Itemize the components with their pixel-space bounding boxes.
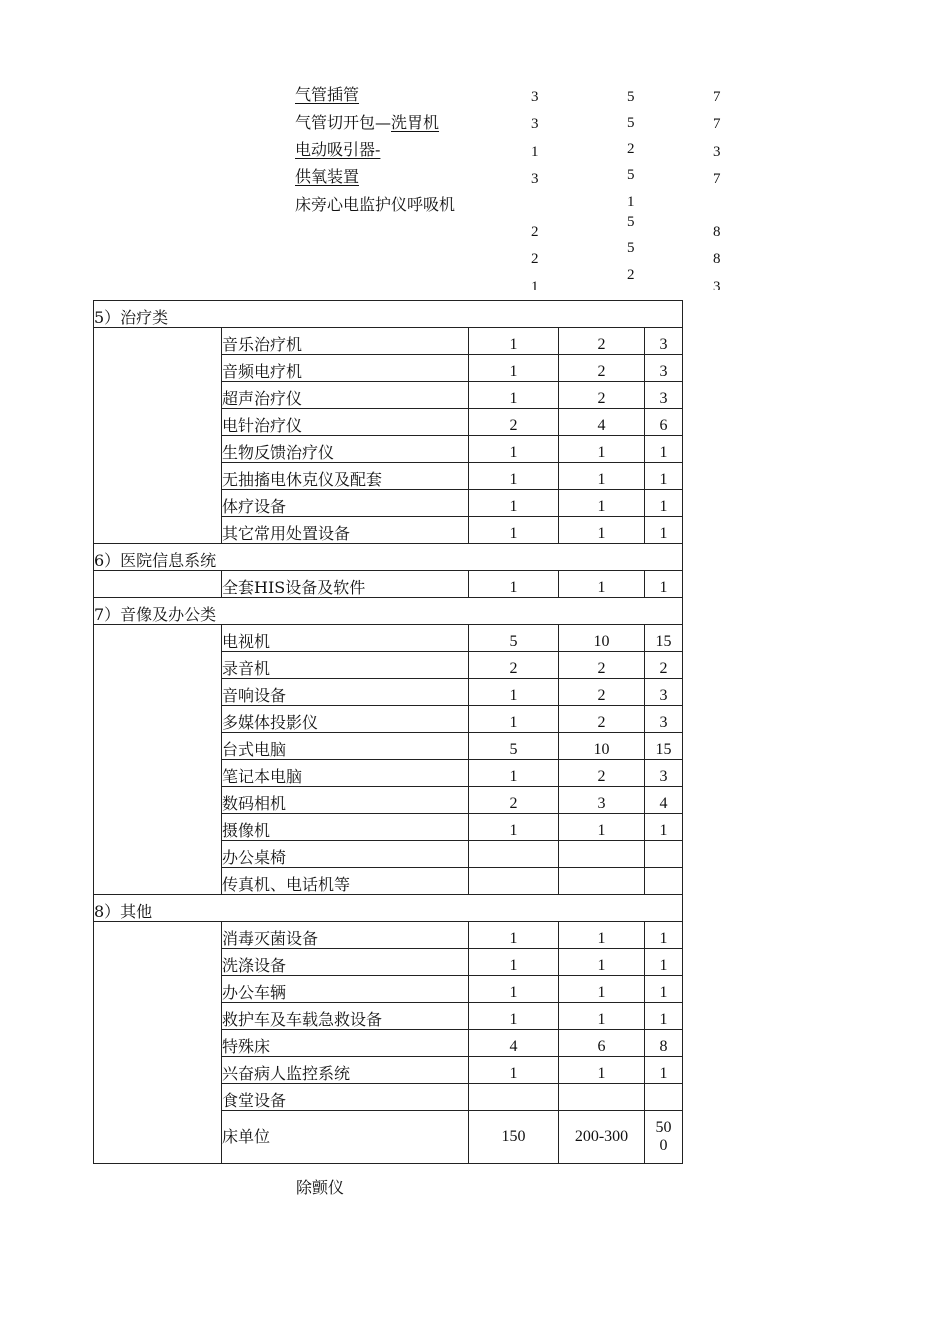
- item-qty-level-1: 1: [469, 760, 559, 787]
- item-qty-level-3: 1: [645, 814, 683, 841]
- top-col-a-value: 2: [531, 251, 539, 267]
- item-qty-level-1: 4: [469, 1030, 559, 1057]
- table-row: [94, 328, 683, 355]
- item-qty-level-2: 3: [559, 787, 645, 814]
- top-item-tracheal-intubation: 气管插管: [295, 85, 360, 104]
- item-qty-level-1: 1: [469, 436, 559, 463]
- item-name: 摄像机: [222, 814, 469, 841]
- section-blank-cell: [94, 571, 222, 598]
- item-name: 办公桌椅: [222, 841, 469, 868]
- item-qty-level-1: [469, 868, 559, 895]
- clipped-values-row: [520, 278, 740, 290]
- item-qty-level-3: 1: [645, 922, 683, 949]
- item-qty-level-2: 6: [559, 1030, 645, 1057]
- item-name: 传真机、电话机等: [222, 868, 469, 895]
- top-col-a-value: 3: [531, 89, 539, 105]
- item-qty-level-3: 1: [645, 517, 683, 544]
- section-header-row: [94, 895, 683, 922]
- item-qty-level-1: 1: [469, 328, 559, 355]
- item-name: 特殊床: [222, 1030, 469, 1057]
- top-item-tracheotomy-kit: [295, 114, 439, 132]
- item-qty-level-3: [645, 1111, 683, 1164]
- item-name: 数码相机: [222, 787, 469, 814]
- top-col-b-value: 1: [627, 194, 635, 210]
- top-col-b-value: 5: [627, 89, 635, 105]
- item-qty-level-2: 1: [559, 1003, 645, 1030]
- item-qty-level-2: 2: [559, 382, 645, 409]
- top-item-oxygen: 供氧装置: [295, 167, 360, 186]
- item-qty-level-1: 1: [469, 706, 559, 733]
- item-qty-level-2: 4: [559, 409, 645, 436]
- item-qty-level-3: 6: [645, 409, 683, 436]
- item-qty-level-2: 1: [559, 814, 645, 841]
- top-col-a-value: 1: [531, 279, 539, 290]
- item-qty-level-3: 8: [645, 1030, 683, 1057]
- item-qty-level-1: 1: [469, 679, 559, 706]
- item-qty-level-1: 1: [469, 1057, 559, 1084]
- item-qty-level-2: 2: [559, 706, 645, 733]
- top-col-b-value: 2: [627, 267, 635, 283]
- item-name: 生物反馈治疗仪: [222, 436, 469, 463]
- item-qty-level-1: 5: [469, 625, 559, 652]
- top-item-label-underlined: 洗胃机: [391, 113, 440, 132]
- item-qty-level-1: 2: [469, 652, 559, 679]
- item-qty-level-2: 2: [559, 355, 645, 382]
- item-qty-level-2: 1: [559, 436, 645, 463]
- item-qty-level-3: 3: [645, 328, 683, 355]
- item-qty-level-1: 1: [469, 1003, 559, 1030]
- top-col-c-value: 7: [713, 116, 721, 132]
- top-col-a-value: 2: [531, 224, 539, 240]
- item-name: 兴奋病人监控系统: [222, 1057, 469, 1084]
- footer-text: 除颤仪: [296, 1178, 345, 1197]
- section-blank-cell: [94, 922, 222, 1164]
- item-name: 电视机: [222, 625, 469, 652]
- item-name: 食堂设备: [222, 1084, 469, 1111]
- qty-line: 50: [655, 1119, 672, 1136]
- top-col-b-value: 2: [627, 141, 635, 157]
- item-qty-level-3: 1: [645, 976, 683, 1003]
- section-title: 5）治疗类: [94, 301, 683, 328]
- item-qty-level-2: 2: [559, 760, 645, 787]
- item-name: 音响设备: [222, 679, 469, 706]
- item-qty-level-3: 3: [645, 355, 683, 382]
- top-col-c-value: 7: [713, 171, 721, 187]
- top-col-c-value: 8: [713, 251, 721, 267]
- item-qty-level-3: 1: [645, 571, 683, 598]
- item-qty-level-3: 3: [645, 679, 683, 706]
- item-qty-level-3: 15: [645, 625, 683, 652]
- top-col-a-value: 1: [531, 144, 539, 160]
- item-qty-level-2: 1: [559, 517, 645, 544]
- table-row: [94, 625, 683, 652]
- item-qty-level-1: 5: [469, 733, 559, 760]
- item-qty-level-2: 10: [559, 733, 645, 760]
- item-qty-level-2: [559, 1084, 645, 1111]
- item-name: 洗涤设备: [222, 949, 469, 976]
- item-qty-level-3: 2: [645, 652, 683, 679]
- equipment-table: [93, 300, 683, 1164]
- section-header-row: [94, 544, 683, 571]
- item-qty-level-2: 1: [559, 463, 645, 490]
- section-header-row: [94, 598, 683, 625]
- item-qty-level-3: [645, 841, 683, 868]
- table-row: [94, 922, 683, 949]
- item-qty-level-1: 1: [469, 949, 559, 976]
- item-qty-level-1: 1: [469, 463, 559, 490]
- section-blank-cell: [94, 328, 222, 544]
- item-qty-level-1: 1: [469, 382, 559, 409]
- item-qty-level-3: 3: [645, 706, 683, 733]
- top-col-c-value: 8: [713, 224, 721, 240]
- item-qty-level-3: [645, 1084, 683, 1111]
- item-qty-level-2: 1: [559, 922, 645, 949]
- top-item-label: 气管切开包—: [295, 113, 392, 132]
- top-col-a-value: 3: [531, 171, 539, 187]
- top-col-b-value: 5: [627, 214, 635, 230]
- item-qty-level-2: 10: [559, 625, 645, 652]
- section-title: 7）音像及办公类: [94, 598, 683, 625]
- item-qty-level-1: 150: [469, 1111, 559, 1164]
- item-qty-level-1: [469, 1084, 559, 1111]
- item-name: 台式电脑: [222, 733, 469, 760]
- item-qty-level-2: 2: [559, 328, 645, 355]
- item-name: 多媒体投影仪: [222, 706, 469, 733]
- item-qty-level-3: 4: [645, 787, 683, 814]
- item-name: 全套HIS设备及软件: [222, 571, 469, 598]
- item-qty-level-1: 1: [469, 814, 559, 841]
- item-qty-level-2: 1: [559, 490, 645, 517]
- item-qty-level-3: [645, 868, 683, 895]
- item-qty-level-1: 2: [469, 787, 559, 814]
- item-name: 音乐治疗机: [222, 328, 469, 355]
- item-name: 救护车及车载急救设备: [222, 1003, 469, 1030]
- top-col-b-value: 5: [627, 115, 635, 131]
- top-col-b-value: 5: [627, 240, 635, 256]
- item-qty-level-1: [469, 841, 559, 868]
- top-item-monitor-ventilator: 床旁心电监护仪呼吸机: [295, 195, 456, 214]
- item-name: 音频电疗机: [222, 355, 469, 382]
- item-qty-level-2: 2: [559, 652, 645, 679]
- item-name: 录音机: [222, 652, 469, 679]
- item-name: 无抽搐电休克仪及配套: [222, 463, 469, 490]
- item-qty-level-1: 2: [469, 409, 559, 436]
- item-qty-level-3: 1: [645, 949, 683, 976]
- top-col-b-value: 5: [627, 167, 635, 183]
- item-qty-level-1: 1: [469, 490, 559, 517]
- item-qty-level-1: 1: [469, 355, 559, 382]
- item-qty-level-3: 1: [645, 1057, 683, 1084]
- item-qty-level-3: 1: [645, 1003, 683, 1030]
- item-qty-level-2: [559, 841, 645, 868]
- section-blank-cell: [94, 625, 222, 895]
- top-col-c-value: 3: [713, 144, 721, 160]
- item-qty-level-3: 3: [645, 382, 683, 409]
- item-qty-level-2: 1: [559, 1057, 645, 1084]
- item-qty-level-2: 1: [559, 571, 645, 598]
- section-title: 6）医院信息系统: [94, 544, 683, 571]
- item-qty-level-2: 1: [559, 976, 645, 1003]
- item-qty-level-3: 1: [645, 463, 683, 490]
- top-col-a-value: 3: [531, 116, 539, 132]
- table-row: [94, 571, 683, 598]
- top-col-c-value: 7: [713, 89, 721, 105]
- item-qty-level-2: [559, 868, 645, 895]
- item-qty-level-1: 1: [469, 517, 559, 544]
- item-name: 笔记本电脑: [222, 760, 469, 787]
- item-qty-level-3: 3: [645, 760, 683, 787]
- item-name: 床单位: [222, 1111, 469, 1164]
- item-name: 其它常用处置设备: [222, 517, 469, 544]
- item-qty-level-1: 1: [469, 571, 559, 598]
- top-item-suction: 电动吸引器-: [295, 140, 381, 159]
- item-qty-level-3: 1: [645, 436, 683, 463]
- section-title: 8）其他: [94, 895, 683, 922]
- item-name: 体疗设备: [222, 490, 469, 517]
- qty-line: 0: [659, 1137, 668, 1154]
- top-col-c-value: 3: [713, 279, 721, 290]
- item-qty-level-1: 1: [469, 976, 559, 1003]
- item-qty-level-3: 15: [645, 733, 683, 760]
- item-name: 超声治疗仪: [222, 382, 469, 409]
- item-name: 消毒灭菌设备: [222, 922, 469, 949]
- item-qty-level-2: 1: [559, 949, 645, 976]
- item-name: 办公车辆: [222, 976, 469, 1003]
- item-qty-level-1: 1: [469, 922, 559, 949]
- item-qty-level-2: 200-300: [559, 1111, 645, 1164]
- item-name: 电针治疗仪: [222, 409, 469, 436]
- item-qty-level-2: 2: [559, 679, 645, 706]
- item-qty-level-3: 1: [645, 490, 683, 517]
- section-header-row: [94, 301, 683, 328]
